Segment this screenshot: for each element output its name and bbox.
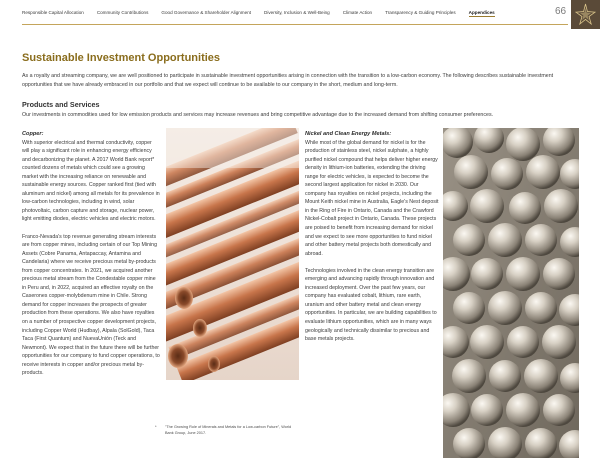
page-number: 66 [555,6,567,17]
star-logo-icon [571,0,600,29]
copper-heading: Copper: [22,131,44,137]
copper-paragraph-1: With superior electrical and thermal conductivity, copper will play a significant role in enhancing energy efficiency and decarbonizing the planet. A 2017 World Bank report* counted dozens of metals which could see a growing market with the increasing reliance on renewable and sustainable energy sources. Copper ranked first (tied with aluminum and nickel) among all metals for its prevalence in low-carbon technologies, including in wind, solar photovoltaic, carbon capture and storage, nuclear power, light emitting diodes, electric vehicles and electric motors. [22,139,160,223]
footnote: "The Growing Role of Minerals and Metals for a Low-carbon Future", World Bank Group, June 2017. [165,425,292,435]
page-title: Sustainable Investment Opportunities [22,52,221,64]
nav-item-climate-action[interactable]: Climate Action [342,10,373,15]
nickel-paragraph-1: While most of the global demand for nickel is for the production of stainless steel, nickel sulphate, a highly purified nickel compound that helps deliver higher energy density in lithium-ion batteries, extending the driving range for electric vehicles, is expected to become the second largest application for nickel in 2030. Our company has royalties on nickel projects, including the Mount Keith nickel mine in Australia, Eagle's Nest deposit in the Ring of Fire in Ontario, Canada and the Crawford Nickel-Cobalt project in Ontario, Canada. These projects are poised to benefit from increasing demand for nickel and we expect to see more opportunities to fund nickel and other battery metal projects both domestically and abroad. [305,139,439,257]
nickel-column [305,130,440,352]
nav-item-diversity-inclusion[interactable]: Diversity, Inclusion & Well-Being [264,10,330,15]
nav-item-responsible-capital-allocation[interactable]: Responsible Capital Allocation [22,10,84,15]
products-intro-paragraph: Our investments in commodities used for low emission products and services may increase revenues and bring competitive advantage due to the increased demand from shifting consumer preferences. [22,112,494,118]
nav-item-good-governance[interactable]: Good Governance & Shareholder Alignment [161,10,252,15]
intro-paragraph: As a royalty and streaming company, we are well positioned to participate in sustainable investment opportunities arising in connection with the transition to a low-carbon economy. The following describes sustainable investment opportunities that we have already embraced in our portfolio and that we expect will continue to be available to our company in the short, medium and long-term. [22,73,554,88]
copper-column [22,130,160,386]
nickel-paragraph-2: Technologies involved in the clean energy transition are emerging and advancing rapidly through innovation and increased deployment. Over the past few years, our company has evaluated cobalt, lithium, rare earth, uranium and other battery metal and clean energy opportunities. In particular, we are building capabilities to evaluate lithium opportunities, which are in many ways geologically and technically dissimilar to precious and base metals projects. [305,267,437,343]
nickel-heading: Nickel and Clean Energy Metals: [305,131,392,137]
nav-item-appendices[interactable]: Appendices [468,10,495,15]
nav-item-community-contributions[interactable]: Community Contributions [96,10,149,15]
footnote-marker: * [155,424,157,429]
nickel-balls-image [443,128,579,458]
top-navigation [0,0,600,28]
nav-item-transparency[interactable]: Transparency & Guiding Principles [385,10,456,15]
nav-divider [22,24,568,25]
copper-pipes-image [166,128,299,380]
copper-paragraph-2: Franco-Nevada's top revenue generating stream interests are from copper mines, including certain of our Top Mining Assets (Cobre Panama, Antapaccay, Antamina and Candelaria) where we receive precious metal by-products from copper concentrates. In 2021, we acquired another precious metal stream from the Condestable copper mine in Peru and, in 2022, acquired an effective royalty on the Caserones copper-molybdenum mine in Chile. Strong demand for copper increases the prospects of greater production from these operations. We also have royalties on a number of prospective copper development projects, including Copper World (Hudbay), Alpala (SolGold), Taca Taca (First Quantum) and NuevaUnión (Teck and Newmont). We expect that in the future there will be further opportunities for our company to fund copper operations, to receive interests in copper and/or precious metal by-products. [22,233,160,377]
nav-items [22,10,508,17]
section-title-products-services: Products and Services [22,100,100,109]
